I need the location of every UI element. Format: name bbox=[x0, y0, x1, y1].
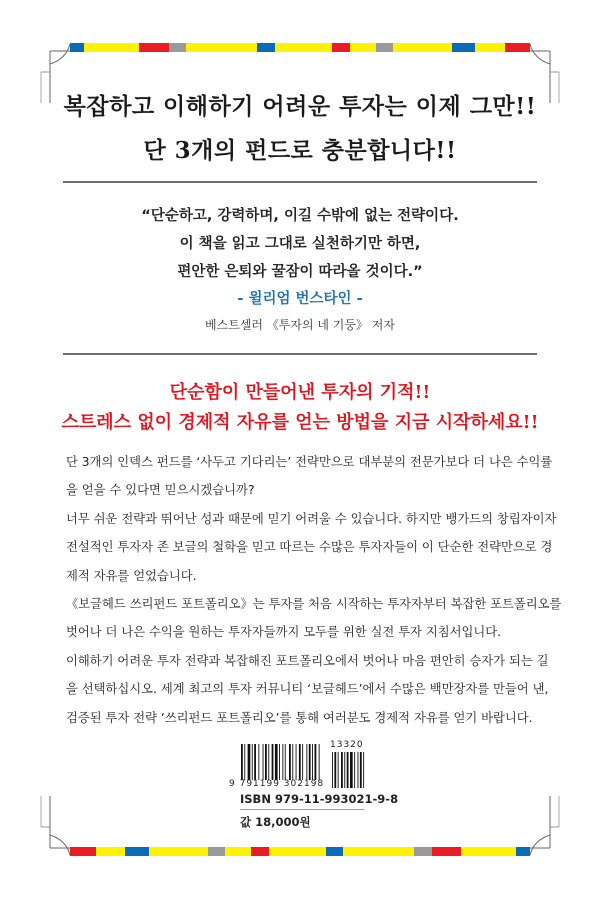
stripe-segment bbox=[505, 43, 530, 52]
divider-top bbox=[63, 181, 537, 183]
quote-line-3: 편안한 은퇴와 꿀잠이 따라올 것이다.” bbox=[177, 264, 423, 280]
body-line: 단 3개의 인덱스 펀드를 ‘사두고 기다리는’ 전략만으로 대부분의 전문가보다 더 나은 수익률 bbox=[66, 455, 553, 469]
stripe-segment bbox=[275, 43, 332, 52]
body-line: 을 선택하십시오. 세계 최고의 투자 커뮤니티 ‘보글헤드’에서 수많은 백만장자를 만들어 낸, bbox=[66, 682, 549, 697]
stripe-segment bbox=[96, 847, 125, 856]
stripe-segment bbox=[452, 43, 475, 52]
barcode-addon-digits: 13320 bbox=[330, 740, 364, 750]
body-line: 을 얻을 수 있다면 믿으시겠습니까? bbox=[66, 483, 255, 498]
corner-ornament-bottom-left bbox=[38, 794, 68, 854]
stripe-segment bbox=[84, 43, 139, 52]
stripe-segment bbox=[125, 847, 148, 856]
body-line: 검증된 투자 전략 ‘쓰리펀드 포트폴리오’를 통해 여러분도 경제적 자유를 얻기 바랍니다. bbox=[66, 710, 533, 725]
body-line: 전설적인 투자자 존 보글의 철학을 믿고 따르는 수많은 투자자들이 이 단순한 전략만으로 경 bbox=[66, 540, 553, 555]
stripe-segment bbox=[208, 847, 225, 856]
body-line: 이해하기 어려운 투자 전략과 복잡해진 포트폴리오에서 벗어나 마음 편안히 승자가 되는 길 bbox=[66, 653, 549, 668]
barcode-main-digits: 9 791199 302198 bbox=[229, 779, 325, 789]
bottom-color-stripe bbox=[70, 847, 530, 856]
stripe-segment bbox=[70, 43, 84, 52]
stripe-segment bbox=[343, 847, 413, 856]
top-color-stripe bbox=[70, 43, 530, 52]
body-line: 《보글헤드 쓰리펀드 포트폴리오》는 투자를 처음 시작하는 투자자부터 복잡한 포트폴리오를 bbox=[66, 597, 562, 612]
stripe-segment bbox=[257, 43, 275, 52]
headline-line-1: 복잡하고 이해하기 어려운 투자는 이제 그만!! bbox=[63, 93, 537, 120]
stripe-segment bbox=[475, 43, 504, 52]
stripe-segment bbox=[326, 847, 344, 856]
stripe-segment bbox=[169, 43, 187, 52]
stripe-segment bbox=[149, 847, 208, 856]
body-line: 너무 쉬운 전략과 뛰어난 성과 때문에 믿기 어려울 수 있습니다. 하지만 뱅가드의 창립자이자 bbox=[66, 511, 557, 526]
stripe-segment bbox=[70, 847, 96, 856]
stripe-segment bbox=[393, 43, 452, 52]
quote-line-1: “단순하고, 강력하며, 이길 수밖에 없는 전략이다. bbox=[141, 208, 459, 224]
corner-ornament-bottom-right bbox=[528, 794, 558, 854]
tagline-line-1: 단순함이 만들어낸 투자의 기적!! bbox=[169, 382, 431, 403]
stripe-segment bbox=[251, 847, 269, 856]
stripe-segment bbox=[269, 847, 326, 856]
stripe-segment bbox=[432, 847, 461, 856]
quote-author: - 윌리엄 번스타인 - bbox=[237, 291, 363, 307]
price: 값 18,000원 bbox=[240, 815, 311, 829]
body-text bbox=[66, 448, 562, 732]
headline-line-2: 단 3개의 펀드로 충분합니다!! bbox=[143, 137, 457, 164]
price-divider bbox=[240, 809, 364, 810]
stripe-segment bbox=[225, 847, 251, 856]
stripe-segment bbox=[414, 847, 432, 856]
stripe-segment bbox=[461, 847, 516, 856]
stripe-segment bbox=[332, 43, 350, 52]
stripe-segment bbox=[139, 43, 168, 52]
quote-author-description: 베스트셀러 《투자의 네 기둥》 저자 bbox=[205, 318, 395, 332]
tagline-line-2: 스트레스 없이 경제적 자유를 얻는 방법을 지금 시작하세요!! bbox=[61, 412, 539, 433]
divider-middle bbox=[63, 353, 537, 355]
stripe-segment bbox=[186, 43, 256, 52]
isbn-number: ISBN 979-11-993021-9-8 bbox=[240, 792, 399, 806]
stripe-segment bbox=[350, 43, 376, 52]
stripe-segment bbox=[376, 43, 393, 52]
quote-line-2: 이 책을 읽고 그대로 실천하기만 하면, bbox=[179, 236, 421, 252]
body-line: 제적 자유를 얻었습니다. bbox=[66, 568, 197, 583]
body-line: 벗어나 더 나은 수익을 원하는 투자자들까지 모두를 위한 실전 투자 지침서입니다. bbox=[66, 625, 501, 640]
